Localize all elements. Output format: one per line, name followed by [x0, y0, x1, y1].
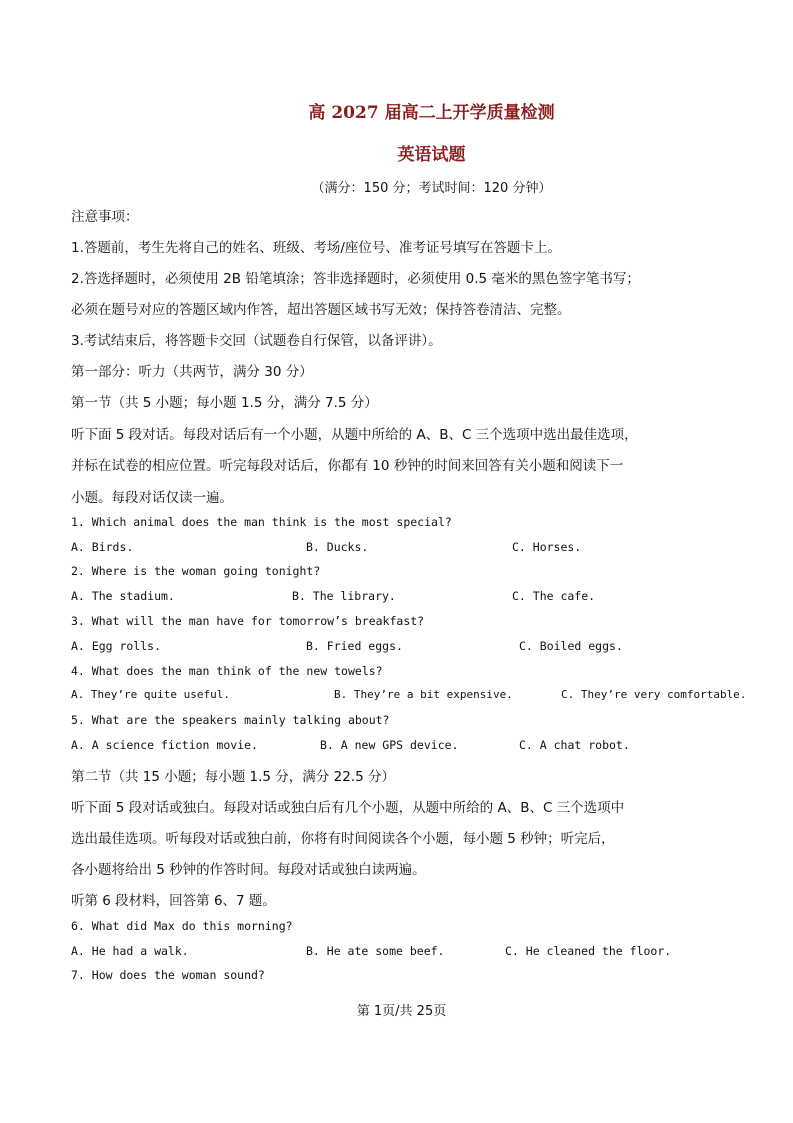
option-a: A. The stadium. — [71, 589, 175, 603]
question-4: 4. What does the man think of the new towels? — [71, 664, 383, 678]
section2-heading: 第二节（共 15 小题；每小题 1.5 分，满分 22.5 分） — [71, 769, 395, 785]
note-2a: 2.答选择题时，必须使用 2B 铅笔填涂；答非选择题时，必须使用 0.5 毫米的黑色签字笔书写； — [71, 271, 640, 287]
section1-instruction: 听下面 5 段对话。每段对话后有一个小题，从题中所给的 A、B、C 三个选项中选出最佳选项， — [71, 427, 638, 443]
option-b: B. A new GPS device. — [320, 738, 459, 752]
option-a: A. He had a walk. — [71, 944, 189, 958]
note-3: 3.考试结束后，将答题卡交回（试题卷自行保管，以备评讲）。 — [71, 333, 442, 349]
option-c: C. Horses. — [512, 540, 582, 554]
option-c: C. He cleaned the floor. — [505, 944, 672, 958]
option-a: A. Birds. — [71, 540, 134, 554]
note-1: 1.答题前，考生先将自己的姓名、班级、考场/座位号、准考证号填写在答题卡上。 — [71, 240, 561, 256]
exam-title: 高 2027 届高二上开学质量检测 — [308, 103, 555, 123]
section1-instruction: 小题。每段对话仅读一遍。 — [71, 490, 233, 506]
section2-instruction: 选出最佳选项。听每段对话或独白前，你将有时间阅读各个小题，每小题 5 秒钟；听完后， — [71, 831, 615, 847]
option-b: B. Fried eggs. — [306, 639, 403, 653]
exam-info: （满分：150 分；考试时间：120 分钟） — [311, 181, 552, 196]
option-c: C. Boiled eggs. — [519, 639, 623, 653]
option-c: C. They’re very comfortable. — [561, 688, 747, 701]
notes-heading: 注意事项： — [71, 209, 139, 225]
part1-heading: 第一部分：听力（共两节，满分 30 分） — [71, 364, 313, 380]
question-5: 5. What are the speakers mainly talking about? — [71, 713, 390, 727]
question-1: 1. Which animal does the man think is the most special? — [71, 515, 452, 529]
question-2: 2. Where is the woman going tonight? — [71, 564, 321, 578]
option-a: A. Egg rolls. — [71, 639, 162, 653]
question-7: 7. How does the woman sound? — [71, 968, 265, 982]
section1-heading: 第一节（共 5 小题；每小题 1.5 分，满分 7.5 分） — [71, 395, 378, 411]
exam-subject: 英语试题 — [397, 145, 466, 165]
option-b: B. The library. — [292, 589, 396, 603]
section1-instruction: 并标在试卷的相应位置。听完每段对话后，你都有 10 秒钟的时间来回答有关小题和阅读下一 — [71, 458, 624, 474]
section2-instruction: 听下面 5 段对话或独白。每段对话或独白后有几个小题，从题中所给的 A、B、C 三个选项中 — [71, 800, 625, 816]
option-a: A. A science fiction movie. — [71, 738, 258, 752]
option-b: B. They’re a bit expensive. — [334, 688, 513, 701]
section2-instruction: 各小题将给出 5 秒钟的作答时间。每段对话或独白读两遍。 — [71, 862, 426, 878]
material-note: 听第 6 段材料，回答第 6、7 题。 — [71, 893, 276, 909]
option-b: B. He ate some beef. — [306, 944, 445, 958]
page-number: 第 1页/共 25页 — [356, 1004, 447, 1019]
note-2b: 必须在题号对应的答题区域内作答，超出答题区域书写无效；保持答卷清洁、完整。 — [71, 302, 571, 318]
question-3: 3. What will the man have for tomorrow’s breakfast? — [71, 614, 425, 628]
option-a: A. They’re quite useful. — [71, 688, 230, 701]
question-6: 6. What did Max do this morning? — [71, 919, 293, 933]
option-c: C. The cafe. — [512, 589, 596, 603]
option-b: B. Ducks. — [306, 540, 369, 554]
option-c: C. A chat robot. — [519, 738, 630, 752]
